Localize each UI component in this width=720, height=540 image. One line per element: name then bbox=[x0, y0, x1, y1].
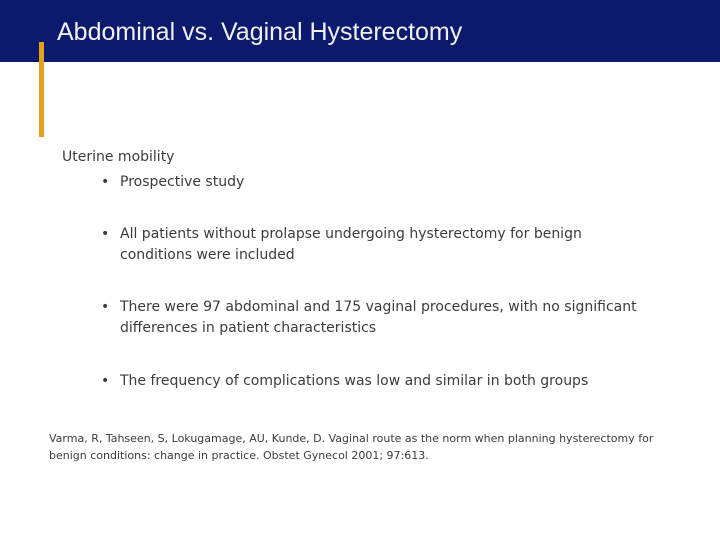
bullet-item bbox=[101, 371, 641, 392]
slide-title: Abdominal vs. Vaginal Hysterectomy bbox=[57, 18, 463, 46]
bullet-item bbox=[101, 172, 641, 193]
bullet-text: All patients without prolapse undergoing hysterectomy for benign conditions were included bbox=[120, 226, 582, 263]
bullet-text: The frequency of complications was low and similar in both groups bbox=[120, 373, 589, 389]
bullet-text: Prospective study bbox=[120, 174, 245, 190]
bullet-item bbox=[101, 297, 641, 339]
bullet-icon: • bbox=[101, 299, 110, 315]
accent-bar bbox=[39, 42, 44, 137]
citation: Varma, R, Tahseen, S, Lokugamage, AU, Kunde, D. Vaginal route as the norm when planning hysterectomy for benign conditions: change in practice. Obstet Gynecol 2001; 97:613. bbox=[49, 432, 654, 462]
bullet-icon: • bbox=[101, 226, 110, 242]
bullet-icon: • bbox=[101, 174, 110, 190]
slide-subtitle: Uterine mobility bbox=[62, 149, 175, 165]
bullet-text: There were 97 abdominal and 175 vaginal procedures, with no significant differences in patient characteristics bbox=[120, 299, 637, 336]
bullet-item bbox=[101, 224, 641, 266]
bullet-icon: • bbox=[101, 373, 110, 389]
